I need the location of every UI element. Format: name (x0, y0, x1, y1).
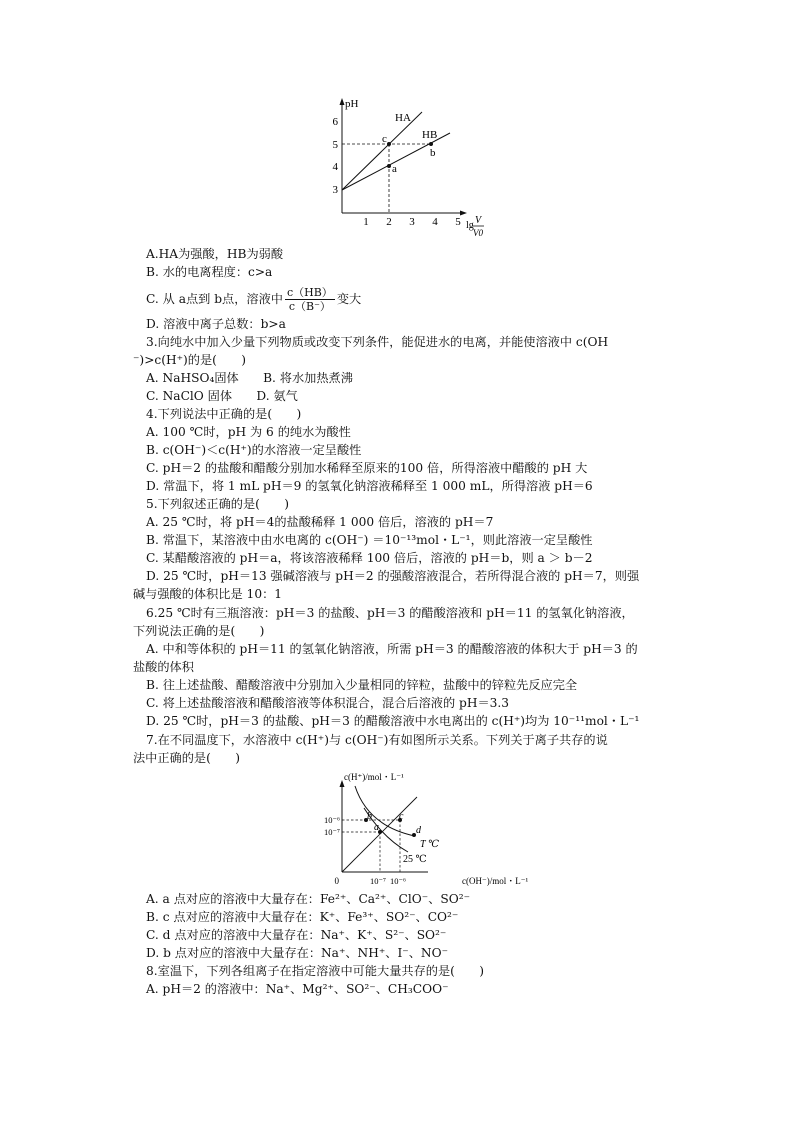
q5-option-a: A. 25 ℃时，将 pH＝4的盐酸稀释 1 000 倍后，溶液的 pH＝7 (146, 515, 494, 529)
x-axis-label-num: V (474, 215, 482, 226)
q2-fraction-den: c（B⁻） (288, 300, 331, 313)
series-line-hb (342, 133, 450, 190)
q6-option-d: D. 25 ℃时，pH＝3 的盐酸、pH＝3 的醋酸溶液中水电离出的 c(H⁺)均为 10⁻¹¹mol・L⁻¹ (146, 714, 640, 728)
x-tick: 2 (386, 216, 392, 228)
y-axis-label: c(H⁺)/mol・L⁻¹ (344, 772, 404, 782)
series-label-hb: HB (422, 129, 438, 141)
q2-fraction-num: c（HB） (286, 286, 333, 299)
point-c (387, 142, 391, 146)
q2-option-c (146, 285, 361, 313)
y-tick: 6 (332, 116, 338, 128)
q3-stem-cont: ⁻)>c(H⁺)的是( ) (133, 353, 247, 367)
x-tick: 3 (409, 216, 415, 228)
q7-option-b: B. c 点对应的溶液中大量存在：K⁺、Fe³⁺、SO²⁻、CO²⁻ (146, 910, 459, 924)
point-label-a: a (392, 163, 397, 175)
q6-option-c: C. 将上述盐酸溶液和醋酸溶液等体积混合，混合后溶液的 pH＝3.3 (146, 696, 510, 710)
point-b (429, 142, 433, 146)
q3-options-ab: A. NaHSO₄固体 B. 将水加热煮沸 (146, 371, 353, 385)
q8-stem: 8.室温下，下列各组离子在指定溶液中可能大量共存的是( ) (146, 964, 485, 978)
x-axis-label: c(OH⁻)/mol・L⁻¹ (462, 876, 529, 886)
point-label-d: d (416, 825, 421, 836)
series-label-ha: HA (395, 112, 411, 124)
y-tick: 3 (332, 184, 338, 196)
y-tick-labels (333, 116, 339, 196)
ph-dilution-chart (318, 96, 483, 241)
q6-option-a: A. 中和等体积的 pH＝11 的氢氧化钠溶液，所需 pH＝3 的醋酸溶液的体积大于 pH＝3 的 (146, 642, 638, 656)
q4-option-b: B. c(OH⁻)＜c(H⁺)的水溶液一定呈酸性 (146, 443, 362, 457)
q3-options-cd: C. NaClO 固体 D. 氨气 (146, 389, 298, 403)
x-tick-labels (363, 216, 461, 228)
q7-stem: 7.在不同温度下，水溶液中 c(H⁺)与 c(OH⁻)有如图所示关系。下列关于离子共存的说 (146, 733, 608, 747)
q2-option-c-text: C. 从 a点到 b点，溶液中 (146, 292, 283, 306)
q3-stem: 3.向纯水中加入少量下列物质或改变下列条件，能促进水的电离，并能使溶液中 c(OH (146, 335, 609, 349)
q6-option-a-cont: 盐酸的体积 (133, 660, 194, 674)
x-tick: 4 (432, 216, 438, 228)
x-tick: 5 (455, 216, 461, 228)
q2-option-b: B. 水的电离程度：c>a (146, 265, 273, 279)
curve-label-25: 25 ℃ (403, 854, 427, 865)
point-label-c: c (399, 811, 404, 822)
q4-option-d: D. 常温下，将 1 mL pH＝9 的氢氧化钠溶液稀释至 1 000 mL，所得溶液 pH＝6 (146, 479, 593, 493)
y-tick: 10⁻⁶ (324, 815, 340, 825)
q2-fraction (285, 286, 335, 313)
y-tick-labels (324, 815, 340, 837)
q4-option-a: A. 100 ℃时，pH 为 6 的纯水为酸性 (146, 425, 351, 439)
y-tick: 5 (332, 139, 338, 151)
y-tick: 4 (332, 161, 338, 173)
q6-option-b: B. 往上述盐酸、醋酸溶液中分别加入少量相同的锌粒，盐酸中的锌粒先反应完全 (146, 678, 578, 692)
point-label-b: b (367, 811, 372, 822)
q2-option-c-suffix: 变大 (336, 292, 362, 306)
q4-option-c: C. pH＝2 的盐酸和醋酸分别加水稀释至原来的100 倍，所得溶液中醋酸的 pH 大 (146, 461, 588, 475)
origin-label: 0 (334, 876, 339, 886)
q5-option-b: B. 常温下，某溶液中由水电离的 c(OH⁻) ＝10⁻¹³mol・L⁻¹，则此溶液一定呈酸性 (146, 533, 593, 547)
x-tick: 10⁻⁶ (390, 876, 406, 886)
point-label-c: c (382, 133, 387, 145)
x-tick-labels (370, 876, 406, 886)
q5-option-d: D. 25 ℃时，pH＝13 强碱溶液与 pH＝2 的强酸溶液混合，若所得混合液的 pH＝7，则强 (146, 569, 640, 583)
q6-stem-cont: 下列说法正确的是( ) (133, 624, 265, 638)
water-ionization-chart (315, 768, 535, 890)
q7-option-c: C. d 点对应的溶液中大量存在：Na⁺、K⁺、S²⁻、SO²⁻ (146, 928, 447, 942)
point-label-a: a (374, 822, 379, 833)
point-label-b: b (430, 147, 436, 159)
x-tick: 1 (363, 216, 369, 228)
q5-stem: 5.下列叙述正确的是( ) (146, 497, 290, 511)
q2-option-a: A.HA为强酸，HB为弱酸 (146, 247, 284, 261)
q7-option-a: A. a 点对应的溶液中大量存在：Fe²⁺、Ca²⁺、ClO⁻、SO²⁻ (146, 892, 471, 906)
q5-option-d-cont: 碱与强酸的体积比是 10：1 (133, 587, 283, 601)
q4-stem: 4.下列说法中正确的是( ) (146, 407, 302, 421)
point-a (387, 164, 391, 168)
x-axis-label: lg (466, 220, 474, 231)
x-axis-label-den: V0 (473, 228, 483, 238)
q7-option-d: D. b 点对应的溶液中大量存在：Na⁺、NH⁺、I⁻、NO⁻ (146, 946, 448, 960)
curve-label-t: T ℃ (420, 839, 440, 850)
q6-stem: 6.25 ℃时有三瓶溶液：pH＝3 的盐酸、pH＝3 的醋酸溶液和 pH＝11 的氢氧化钠溶液， (146, 606, 634, 620)
y-tick: 10⁻⁷ (324, 827, 340, 837)
y-axis-label: pH (345, 98, 359, 110)
q5-option-c: C. 某醋酸溶液的 pH＝a，将该溶液稀释 100 倍后，溶液的 pH＝b，则 a ＞ b－2 (146, 551, 593, 565)
q8-option-a: A. pH＝2 的溶液中：Na⁺、Mg²⁺、SO²⁻、CH₃COO⁻ (146, 982, 449, 996)
x-tick: 10⁻⁷ (370, 876, 386, 886)
q7-stem-cont: 法中正确的是( ) (133, 751, 241, 765)
q2-option-d: D. 溶液中离子总数：b>a (146, 317, 286, 331)
